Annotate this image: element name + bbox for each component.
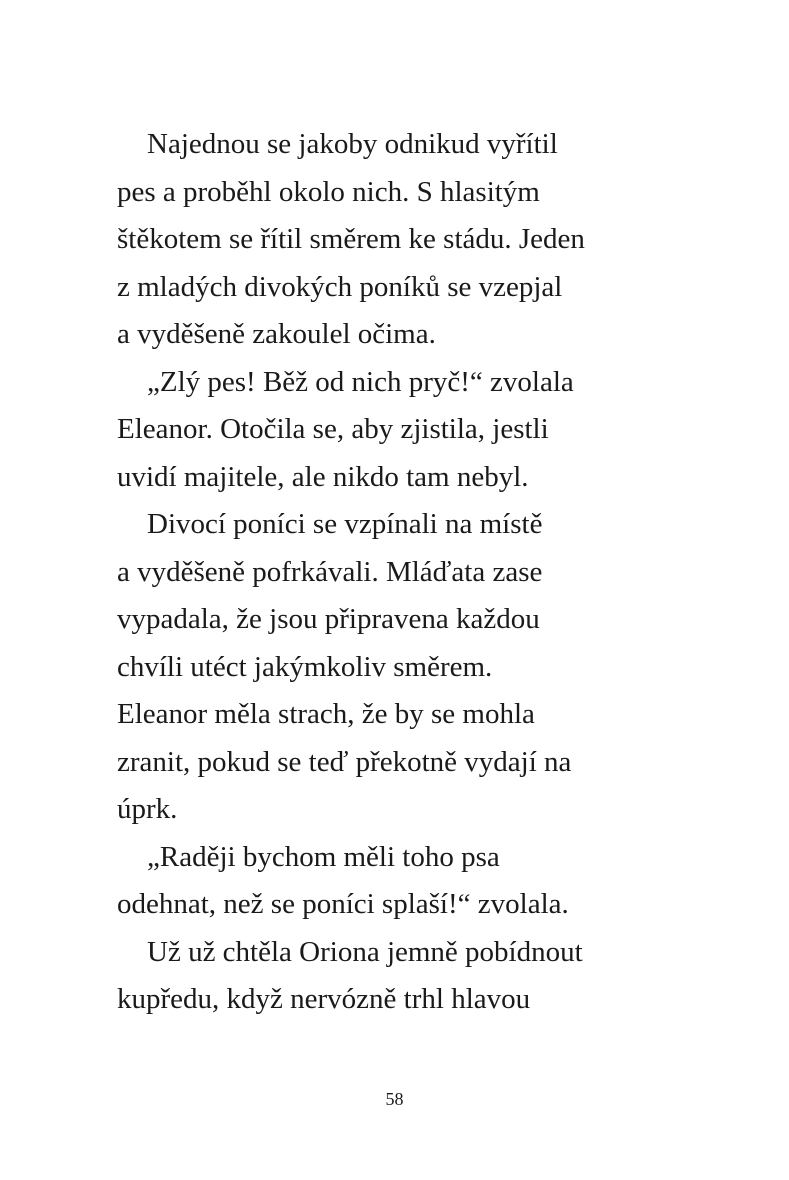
text-line: Eleanor měla strach, že by se mohla bbox=[117, 698, 535, 730]
text-line: zranit, pokud se teď překotně vydají na bbox=[117, 745, 572, 778]
text-line: odehnat, než se poníci splaší!“ zvolala. bbox=[117, 888, 569, 920]
text-line: úprk. bbox=[117, 793, 178, 825]
text-line: vypadala, že jsou připravena každou bbox=[117, 603, 540, 635]
text-line: pes a proběhl okolo nich. S hlasitým bbox=[117, 175, 540, 208]
text-line: chvíli utéct jakýmkoliv směrem. bbox=[117, 650, 493, 683]
page-number: 58 bbox=[385, 1089, 404, 1109]
text-line: „Raději bychom měli toho psa bbox=[147, 840, 500, 873]
text-line: z mladých divokých poníků se vzepjal bbox=[117, 270, 563, 303]
text-line: Divocí poníci se vzpínali na místě bbox=[147, 508, 543, 540]
text-line: kupředu, když nervózně trhl hlavou bbox=[117, 983, 531, 1015]
text-line: uvidí majitele, ale nikdo tam nebyl. bbox=[117, 460, 529, 493]
text-line: Najednou se jakoby odnikud vyřítil bbox=[147, 128, 558, 160]
text-line: a vyděšeně zakoulel očima. bbox=[117, 318, 436, 350]
text-line: štěkotem se řítil směrem ke stádu. Jeden bbox=[117, 223, 585, 255]
text-line: Eleanor. Otočila se, aby zjistila, jestli bbox=[117, 413, 549, 445]
text-line: Už už chtěla Oriona jemně pobídnout bbox=[147, 935, 583, 968]
text-line: a vyděšeně pofrkávali. Mláďata zase bbox=[117, 555, 543, 588]
text-line: „Zlý pes! Běž od nich pryč!“ zvolala bbox=[147, 365, 574, 398]
page-body bbox=[117, 121, 677, 1024]
